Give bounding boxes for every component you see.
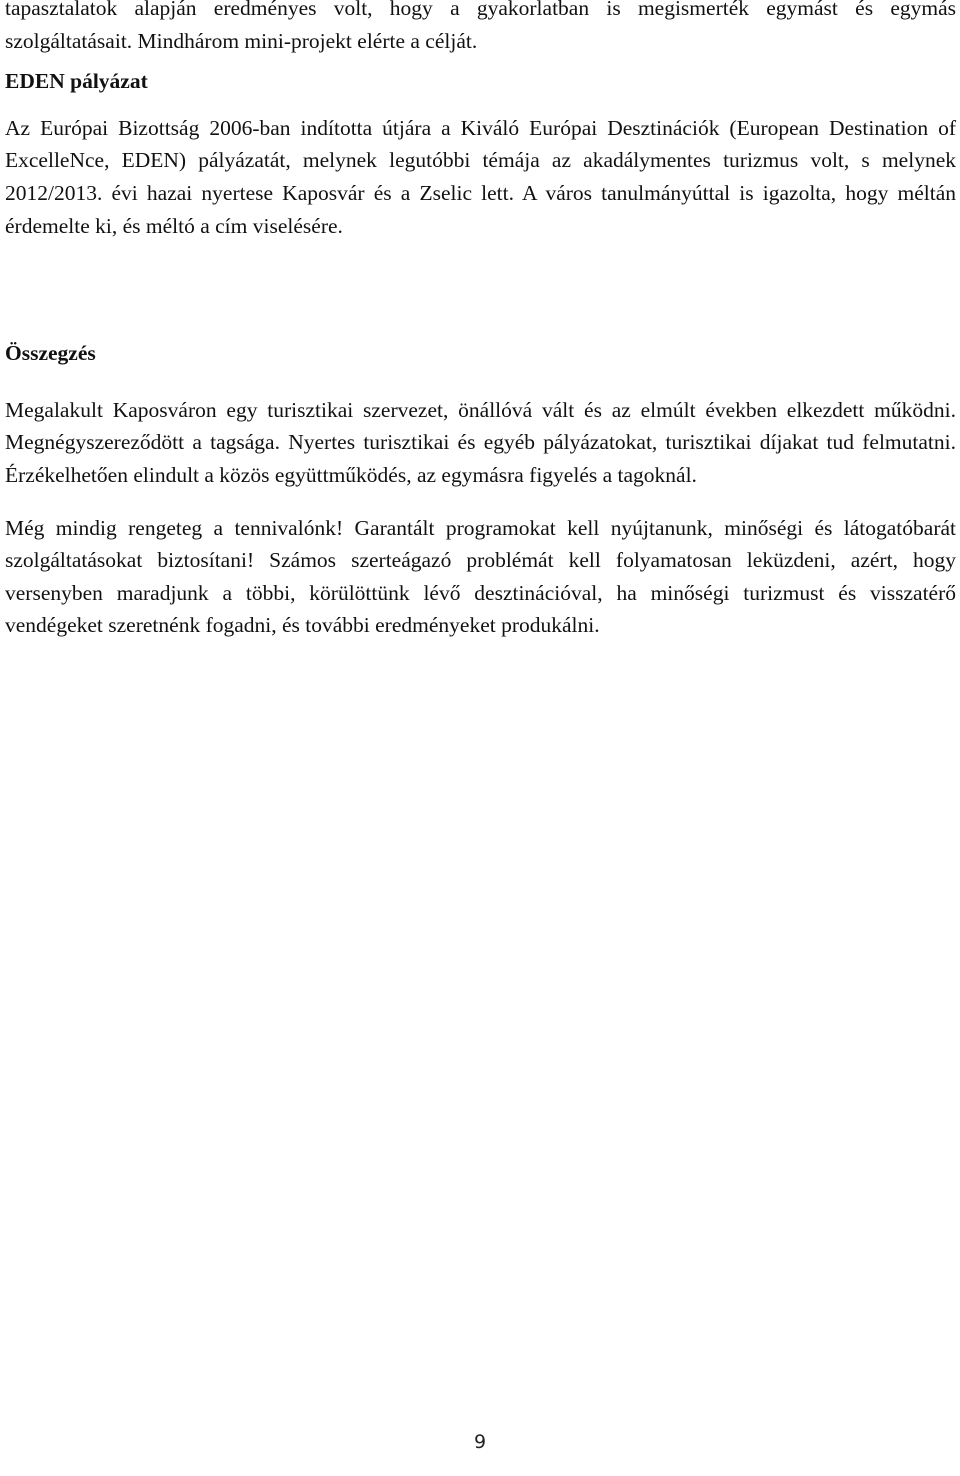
page-number: 9 (473, 1431, 487, 1453)
section-heading-osszegzes: Összegzés (5, 341, 96, 366)
summary-paragraph-1: Megalakult Kaposváron egy turisztikai szervezet, önállóvá vált és az elmúlt években elkezdett működni. Megnégyszereződött a tagsága. Nyertes turisztikai és egyéb pályázatokat, turisztikai díjakat tud felmutatni. Érzékelhetően elindult a közös együttműködés, az egymásra figyelés a tagoknál. (5, 397, 956, 487)
intro-paragraph: tapasztalatok alapján eredményes volt, hogy a gyakorlatban is megismerték egymást és egymás szolgáltatásait. Mindhárom mini-projekt elérte a célját. (5, 0, 956, 53)
document-page (5, 0, 956, 642)
eden-paragraph: Az Európai Bizottság 2006-ban indította útjára a Kiváló Európai Desztinációk (European Destination of ExcelleNce, EDEN) pályázatát, melynek legutóbbi témája az akadálymentes turizmus volt, s melynek 2012/2013. évi hazai nyertese Kaposvár és a Zselic lett. A város tanulmányúttal is igazolta, hogy méltán érdemelte ki, és méltó a cím viselésére. (5, 115, 956, 238)
section-heading-eden: EDEN pályázat (5, 69, 148, 94)
summary-paragraph-2: Még mindig rengeteg a tennivalónk! Garantált programokat kell nyújtanunk, minőségi és látogatóbarát szolgáltatásokat biztosítani! Számos szerteágazó problémát kell folyamatosan leküzdeni, azért, hogy versenyben maradjunk a többi, körülöttünk lévő desztinációval, ha minőségi turizmust és visszatérő vendégeket szeretnénk fogadni, és további eredményeket produkálni. (5, 515, 956, 638)
